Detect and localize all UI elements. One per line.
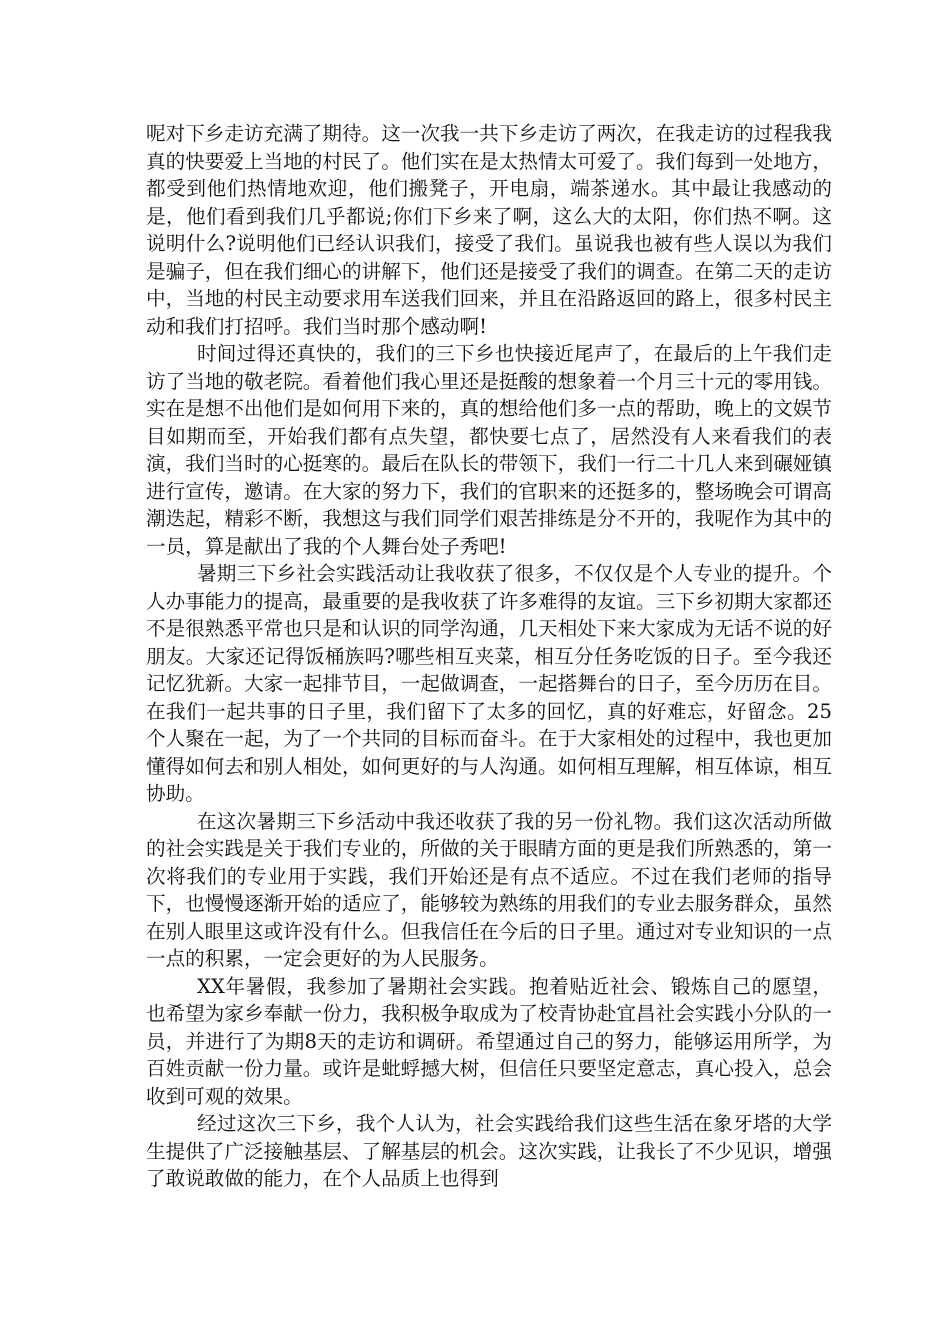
- document-body: [146, 120, 832, 1193]
- paragraph-6: 经过这次三下乡，我个人认为，社会实践给我们这些生活在象牙塔的大学生提供了广泛接触基层、了解基层的机会。这次实践，让我长了不少见识，增强了敢说敢做的能力，在个人品质上也得到: [146, 1112, 832, 1190]
- paragraph-4: 在这次暑期三下乡活动中我还收获了我的另一份礼物。我们这次活动所做的社会实践是关于我们专业的，所做的关于眼睛方面的更是我们所熟悉的，第一次将我们的专业用于实践，我们开始还是有点不适应。不过在我们老师的指导下，也慢慢逐渐开始的适应了，能够较为熟练的用我们的专业去服务群众，虽然在别人眼里这或许没有什么。但我信任在今后的日子里。通过对专业知识的一点一点的积累，一定会更好的为人民服务。: [146, 809, 832, 970]
- paragraph-3: 暑期三下乡社会实践活动让我收获了很多，不仅仅是个人专业的提升。个人办事能力的提高，最重要的是我收获了许多难得的友谊。三下乡初期大家都还不是很熟悉平常也只是和认识的同学沟通，几天相处下来大家成为无话不说的好朋友。大家还记得饭桶族吗?哪些相互夹菜，相互分任务吃饭的日子。至今我还记忆犹新。大家一起排节目，一起做调查，一起搭舞台的日子，至今历历在目。在我们一起共事的日子里，我们留下了太多的回忆，真的好难忘，好留念。25个人聚在一起，为了一个共同的目标而奋斗。在于大家相处的过程中，我也更加懂得如何去和别人相处，如何更好的与人沟通。如何相互理解，相互体谅，相互协助。: [146, 562, 832, 805]
- paragraph-5: XX年暑假，我参加了暑期社会实践。抱着贴近社会、锻炼自己的愿望，也希望为家乡奉献一份力，我积极争取成为了校青协赴宜昌社会实践小分队的一员，并进行了为期8天的走访和调研。希望通过自己的努力，能够运用所学，为百姓贡献一份力量。或许是蚍蜉撼大树，但信任只要坚定意志，真心投入，总会收到可观的效果。: [146, 974, 832, 1108]
- paragraph-2: 时间过得还真快的，我们的三下乡也快接近尾声了，在最后的上午我们走访了当地的敬老院。看着他们我心里还是挺酸的想象着一个月三十元的零用钱。实在是想不出他们是如何用下来的，真的想给他们多一点的帮助，晚上的文娱节目如期而至，开始我们都有点失望，都快要七点了，居然没有人来看我们的表演，我们当时的心挺寒的。最后在队长的带领下，我们一行二十几人来到碾娅镇进行宣传，邀请。在大家的努力下，我们的官职来的还挺多的，整场晚会可谓高潮迭起，精彩不断，我想这与我们同学们艰苦排练是分不开的，我呢作为其中的一员，算是献出了我的个人舞台处子秀吧!: [146, 342, 832, 558]
- paragraph-1: 呢对下乡走访充满了期待。这一次我一共下乡走访了两次，在我走访的过程我我真的快要爱上当地的村民了。他们实在是太热情太可爱了。我们每到一处地方，都受到他们热情地欢迎，他们搬凳子，开电扇，端茶递水。其中最让我感动的是，他们看到我们几乎都说;你们下乡来了啊，这么大的太阳，你们热不啊。这说明什么?说明他们已经认识我们，接受了我们。虽说我也被有些人误以为我们是骗子，但在我们细心的讲解下，他们还是接受了我们的调查。在第二天的走访中，当地的村民主动要求用车送我们回来，并且在沿路返回的路上，很多村民主动和我们打招呼。我们当时那个感动啊!: [146, 122, 832, 338]
